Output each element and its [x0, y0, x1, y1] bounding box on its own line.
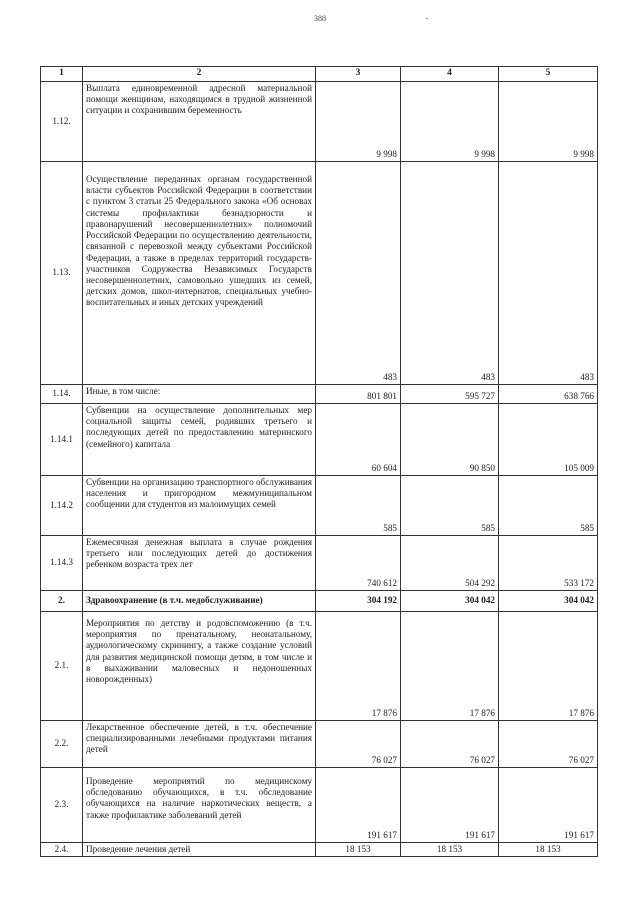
table-row — [41, 385, 598, 404]
row-number: 1.12. — [41, 82, 83, 162]
value-col-3: 585 — [316, 476, 401, 536]
value-col-5: 191 617 — [499, 768, 598, 843]
value-col-4: 191 617 — [401, 768, 499, 843]
row-number: 2. — [41, 591, 83, 612]
table-row — [41, 612, 598, 721]
row-number: 2.3. — [41, 768, 83, 843]
row-number: 1.13. — [41, 162, 83, 385]
row-number: 1.14.3 — [41, 536, 83, 591]
budget-table — [40, 66, 598, 857]
header-cell: 2 — [83, 67, 316, 82]
row-number: 1.14. — [41, 385, 83, 404]
row-description: Проведение мероприятий по медицинскому обследованию обучающихся, в т.ч. обследование обучающихся на наличие наркотических веществ, а также профилактике заболеваний детей — [83, 768, 316, 843]
value-col-5: 17 876 — [499, 612, 598, 721]
value-col-5: 533 172 — [499, 536, 598, 591]
row-description: Ежемесячная денежная выплата в случае рождения третьего или последующих детей до достижения ребенком возраста трех лет — [83, 536, 316, 591]
value-col-5: 304 042 — [499, 591, 598, 612]
header-cell: 3 — [316, 67, 401, 82]
row-description: Иные, в том числе: — [83, 385, 316, 404]
value-col-4: 585 — [401, 476, 499, 536]
value-col-4: 76 027 — [401, 721, 499, 768]
table-row — [41, 162, 598, 385]
row-description: Здравоохранение (в т.ч. медобслуживание) — [83, 591, 316, 612]
header-cell: 5 — [499, 67, 598, 82]
row-description: Субвенции на организацию транспортного обслуживания населения и пригородном межмуниципальном сообщении для студентов из малоимущих семей — [83, 476, 316, 536]
row-number: 2.4. — [41, 843, 83, 857]
value-col-3: 76 027 — [316, 721, 401, 768]
value-col-3: 304 192 — [316, 591, 401, 612]
row-number: 2.2. — [41, 721, 83, 768]
table-row — [41, 843, 598, 857]
table-row — [41, 476, 598, 536]
page-number: 388 — [314, 14, 326, 23]
header-cell: 4 — [401, 67, 499, 82]
scan-speck — [426, 18, 428, 19]
table-row — [41, 768, 598, 843]
value-col-5: 105 009 — [499, 404, 598, 476]
row-number: 1.14.2 — [41, 476, 83, 536]
value-col-4: 483 — [401, 162, 499, 385]
row-description: Проведение лечения детей — [83, 843, 316, 857]
value-col-3: 18 153 — [316, 843, 401, 857]
row-description: Выплата единовременной адресной материальной помощи женщинам, находящимся в трудной жизненной ситуации и сохранившим беременность — [83, 82, 316, 162]
value-col-3: 801 801 — [316, 385, 401, 404]
value-col-5: 18 153 — [499, 843, 598, 857]
value-col-3: 740 612 — [316, 536, 401, 591]
value-col-3: 9 998 — [316, 82, 401, 162]
value-col-4: 304 042 — [401, 591, 499, 612]
table-row — [41, 536, 598, 591]
value-col-5: 76 027 — [499, 721, 598, 768]
value-col-4: 504 292 — [401, 536, 499, 591]
value-col-5: 9 998 — [499, 82, 598, 162]
value-col-3: 60 604 — [316, 404, 401, 476]
value-col-4: 9 998 — [401, 82, 499, 162]
row-description: Осуществление переданных органам государственной власти субъектов Российской Федерации в соответствии с пунктом 3 статьи 25 Федерального закона «Об основах системы профилактики безнадзорности и правонарушений несовершеннолетних» полномочий Российской Федерации по осуществлению деятельности, связанной с перевозкой между субъектами Российской Федерации, а также в пределах территорий государств-участников Содружества Независимых Государств несовершеннолетних, самовольно ушедших из семей, детских домов, школ-интернатов, специальных учебно-воспитательных и иных детских учреждений — [83, 162, 316, 385]
row-number: 1.14.1 — [41, 404, 83, 476]
row-number: 2.1. — [41, 612, 83, 721]
table-row — [41, 404, 598, 476]
value-col-3: 17 876 — [316, 612, 401, 721]
table-row — [41, 721, 598, 768]
row-description: Субвенции на осуществление дополнительных мер социальной защиты семей, родивших третьего и последующих детей по предоставлению материнского (семейного) капитала — [83, 404, 316, 476]
header-cell: 1 — [41, 67, 83, 82]
value-col-4: 18 153 — [401, 843, 499, 857]
row-description: Лекарственное обеспечение детей, в т.ч. обеспечение специализированными лечебными продуктами питания детей — [83, 721, 316, 768]
header-row — [41, 67, 598, 82]
row-description: Мероприятия по детству и родовспоможению (в т.ч. мероприятия по пренатальному, неонатальному, аудиологическому скринингу, а также создание условий для развития медицинской помощи детям, в том числе и в выхаживании маловесных и недоношенных новорожденных) — [83, 612, 316, 721]
value-col-4: 17 876 — [401, 612, 499, 721]
value-col-3: 483 — [316, 162, 401, 385]
table-row — [41, 591, 598, 612]
value-col-5: 585 — [499, 476, 598, 536]
value-col-3: 191 617 — [316, 768, 401, 843]
value-col-4: 90 850 — [401, 404, 499, 476]
table-row — [41, 82, 598, 162]
value-col-5: 483 — [499, 162, 598, 385]
value-col-4: 595 727 — [401, 385, 499, 404]
value-col-5: 638 766 — [499, 385, 598, 404]
